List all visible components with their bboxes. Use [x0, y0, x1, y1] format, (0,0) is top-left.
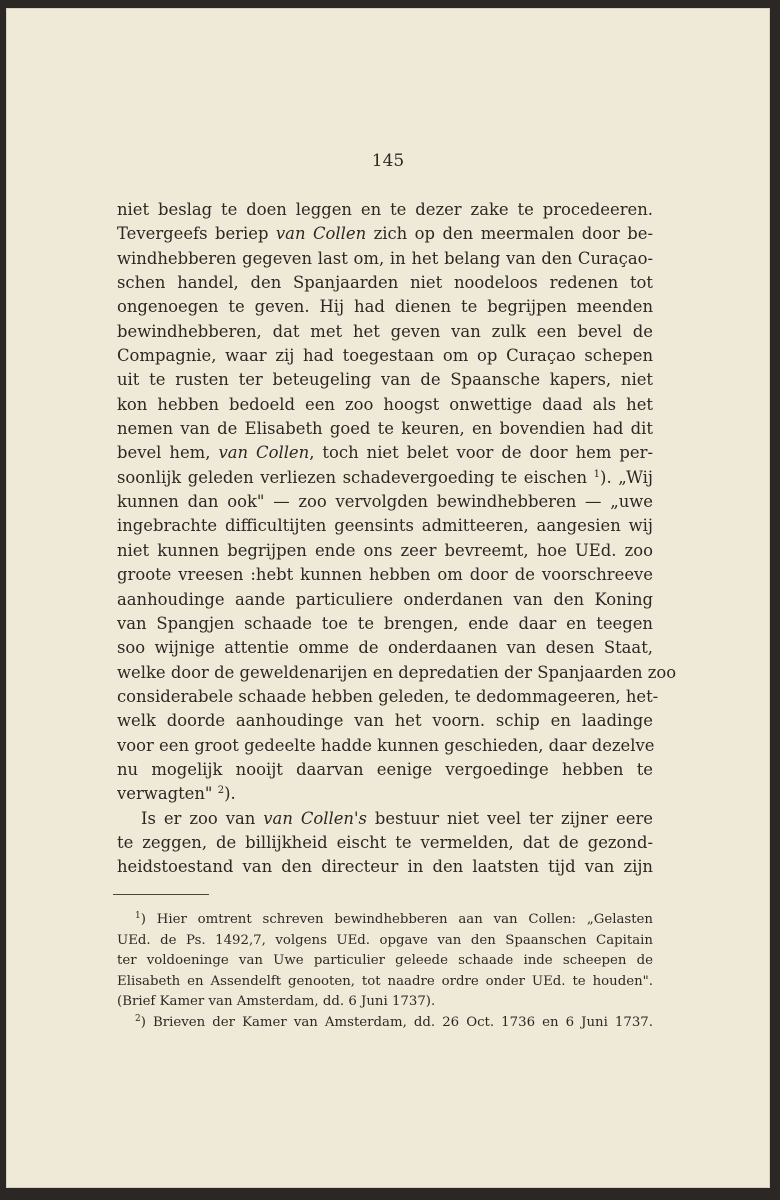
- italic-name: van Collen: [275, 224, 367, 244]
- text-line: ongenoegen te geven. Hij had dienen te begrijpen meenden: [117, 297, 653, 317]
- footnote-line: [117, 1013, 653, 1034]
- body-text: [117, 198, 677, 880]
- text-line: nu mogelijk nooijt daarvan eenige vergoedinge hebben te: [117, 759, 653, 779]
- text-run: , toch niet belet voor de door hem per-: [309, 443, 653, 463]
- text-line: groote vreesen :hebt kunnen hebben om door de voorschreeve: [117, 565, 653, 585]
- text-run: Tevergeefs beriep: [117, 224, 276, 244]
- footnotes: [117, 910, 653, 1033]
- text-line: windhebberen gegeven last om, in het belang van den Curaçao-: [117, 248, 653, 268]
- footnote-line: UEd. de Ps. 1492,7, volgens UEd. opgave van den Spaanschen Capitain: [117, 932, 653, 948]
- page-number: 145: [371, 151, 405, 171]
- book-page: [6, 8, 770, 1188]
- footnote-line: Elisabeth en Assendelft genooten, tot naadre ordre onder UEd. te houden".: [117, 973, 653, 989]
- text-run: verwagten": [117, 784, 218, 804]
- text-run: ) Hier omtrent schreven bewindhebberen aan van Collen: „Gelasten: [140, 912, 653, 927]
- text-line: bewindhebberen, dat met het geven van zulk een bevel de: [117, 321, 653, 341]
- text-line: uit te rusten ter beteugeling van de Spaansche kapers, niet: [117, 370, 653, 390]
- text-line: [117, 222, 653, 246]
- text-run: soonlijk geleden verliezen schadevergoeding te eischen: [117, 467, 594, 487]
- italic-name: van Collen's: [263, 808, 367, 828]
- text-line: kunnen dan ook" — zoo vervolgden bewindhebberen — „uwe: [117, 492, 653, 512]
- text-line: niet kunnen begrijpen ende ons zeer bevreemt, hoe UEd. zoo: [117, 540, 653, 560]
- footnote-marker: 2: [135, 1013, 141, 1024]
- footnote-divider: [113, 894, 209, 895]
- italic-name: van Collen: [218, 443, 310, 463]
- text-run: bestuur niet veel ter zijner eere: [366, 808, 653, 828]
- text-line: welke door de geweldenarijen en depredatien der Spanjaarden zoo: [117, 662, 677, 682]
- text-line: welk doorde aanhoudinge van het voorn. schip en laadinge: [117, 711, 653, 731]
- footnote-ref: 1: [593, 468, 601, 480]
- text-run: ) Brieven der Kamer van Amsterdam, dd. 26 Oct. 1736 en 6 Juni 1737.: [140, 1014, 653, 1030]
- text-run: ). „Wij: [600, 467, 653, 487]
- text-line: van Spangjen schaade toe te brengen, ende daar en teegen: [117, 613, 653, 633]
- text-line: te zeggen, de billijkheid eischt te vermelden, dat de gezond-: [117, 832, 653, 852]
- text-line: niet beslag te doen leggen en te dezer zake te procedeeren.: [117, 200, 653, 219]
- footnote-line: ter voldoeninge van Uwe particulier geleede schaade inde scheepen de: [117, 953, 653, 968]
- text-run: ).: [224, 784, 236, 804]
- text-line: ingebrachte difficultijten geensints admitteeren, aangesien wij: [117, 516, 653, 536]
- text-line: considerabele schaade hebben geleden, te dedommageeren, het-: [117, 686, 659, 706]
- text-line: nemen van de Elisabeth goed te keuren, en bovendien had dit: [117, 419, 653, 439]
- text-line: voor een groot gedeelte hadde kunnen geschieden, daar dezelve: [117, 735, 655, 755]
- text-line: [117, 441, 653, 465]
- footnote-marker: 1: [135, 911, 141, 921]
- text-line: [117, 466, 653, 490]
- text-line: aanhoudinge aande particuliere onderdanen van den Koning: [117, 589, 653, 609]
- text-line: Compagnie, waar zij had toegestaan om op Curaçao schepen: [117, 346, 653, 366]
- text-run: bevel hem,: [117, 443, 219, 463]
- footnote-line: (Brief Kamer van Amsterdam, dd. 6 Juni 1737).: [117, 994, 436, 1009]
- text-line: heidstoestand van den directeur in den laatsten tijd van zijn: [117, 857, 653, 877]
- footnote-ref: 2: [217, 785, 225, 797]
- text-line: [117, 782, 653, 806]
- text-line: soo wijnige attentie omme de onderdaanen van desen Staat,: [117, 638, 653, 658]
- footnote-line: [117, 910, 653, 931]
- text-line: schen handel, den Spanjaarden niet noodeloos redenen tot: [117, 273, 653, 293]
- text-run: Is er zoo van: [141, 808, 264, 828]
- text-run: zich op den meermalen door be-: [366, 224, 654, 244]
- text-line: [117, 807, 653, 831]
- text-line: kon hebben bedoeld een zoo hoogst onwettige daad als het: [117, 394, 653, 414]
